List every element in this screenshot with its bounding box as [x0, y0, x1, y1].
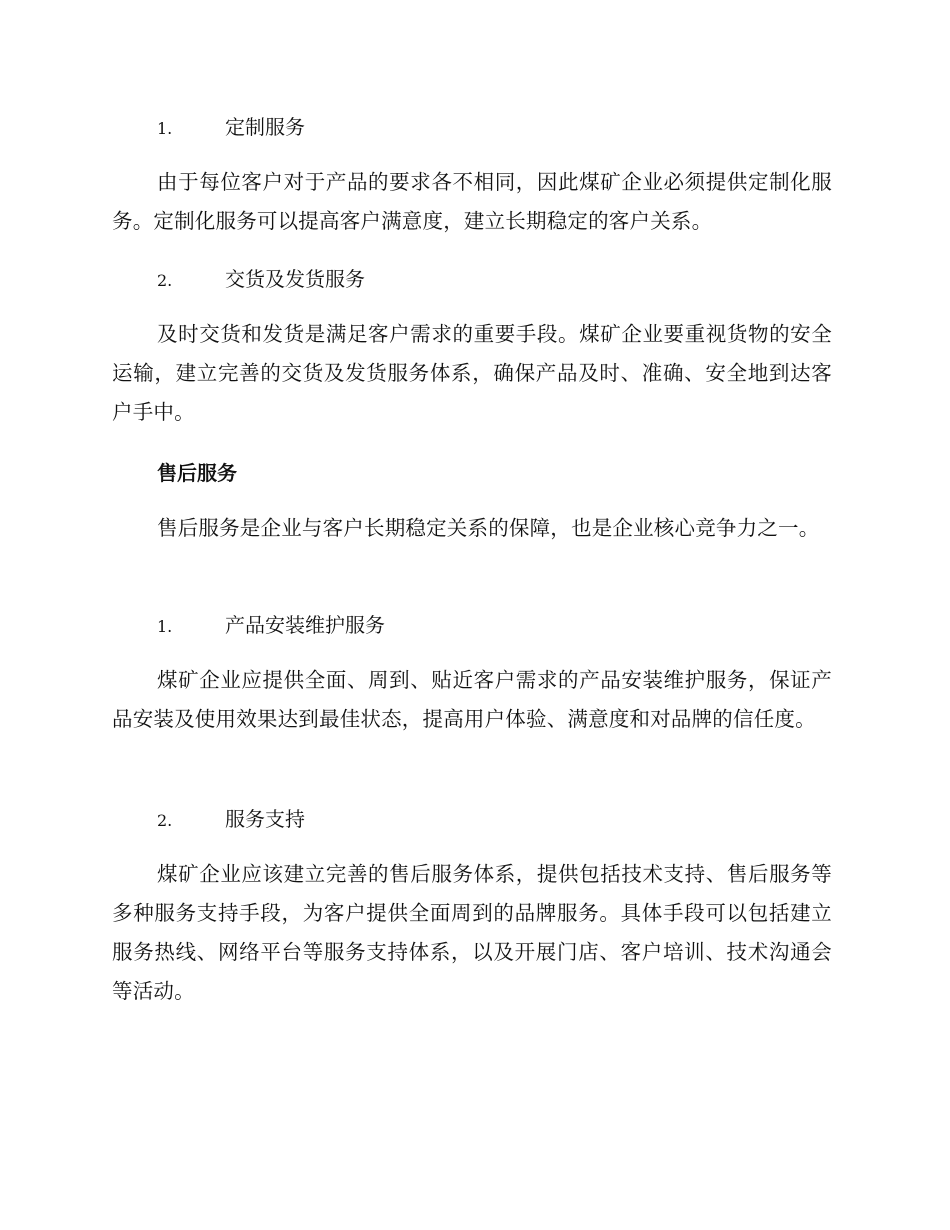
list-title: 定制服务 [225, 115, 305, 139]
list-number: 2. [157, 811, 173, 830]
section-heading-after-sales: 售后服务 [157, 461, 237, 485]
paragraph-custom-service: 由于每位客户对于产品的要求各不相同，因此煤矿企业必须提供定制化服务。定制化服务可以提高客户满意度，建立长期稳定的客户关系。 [112, 170, 832, 233]
paragraph-after-sales: 售后服务是企业与客户长期稳定关系的保障，也是企业核心竞争力之一。 [157, 516, 820, 540]
list-item-installation-service [157, 610, 385, 640]
list-item-service-support [157, 804, 305, 834]
paragraph-installation-service: 煤矿企业应提供全面、周到、贴近客户需求的产品安装维护服务，保证产品安装及使用效果达到最佳状态，提高用户体验、满意度和对品牌的信任度。 [112, 668, 832, 731]
paragraph-delivery-service: 及时交货和发货是满足客户需求的重要手段。煤矿企业要重视货物的安全运输，建立完善的交货及发货服务体系，确保产品及时、准确、安全地到达客户手中。 [112, 322, 832, 424]
paragraph-service-support: 煤矿企业应该建立完善的售后服务体系，提供包括技术支持、售后服务等多种服务支持手段，为客户提供全面周到的品牌服务。具体手段可以包括建立服务热线、网络平台等服务支持体系，以及开展门店、客户培训、技术沟通会等活动。 [112, 862, 832, 1003]
list-title: 服务支持 [225, 807, 305, 831]
list-item-custom-service [157, 112, 305, 142]
list-item-delivery-service [157, 264, 365, 294]
list-number: 1. [157, 119, 173, 138]
list-title: 产品安装维护服务 [225, 613, 385, 637]
list-number: 2. [157, 271, 173, 290]
list-title: 交货及发货服务 [225, 267, 365, 291]
list-number: 1. [157, 617, 173, 636]
